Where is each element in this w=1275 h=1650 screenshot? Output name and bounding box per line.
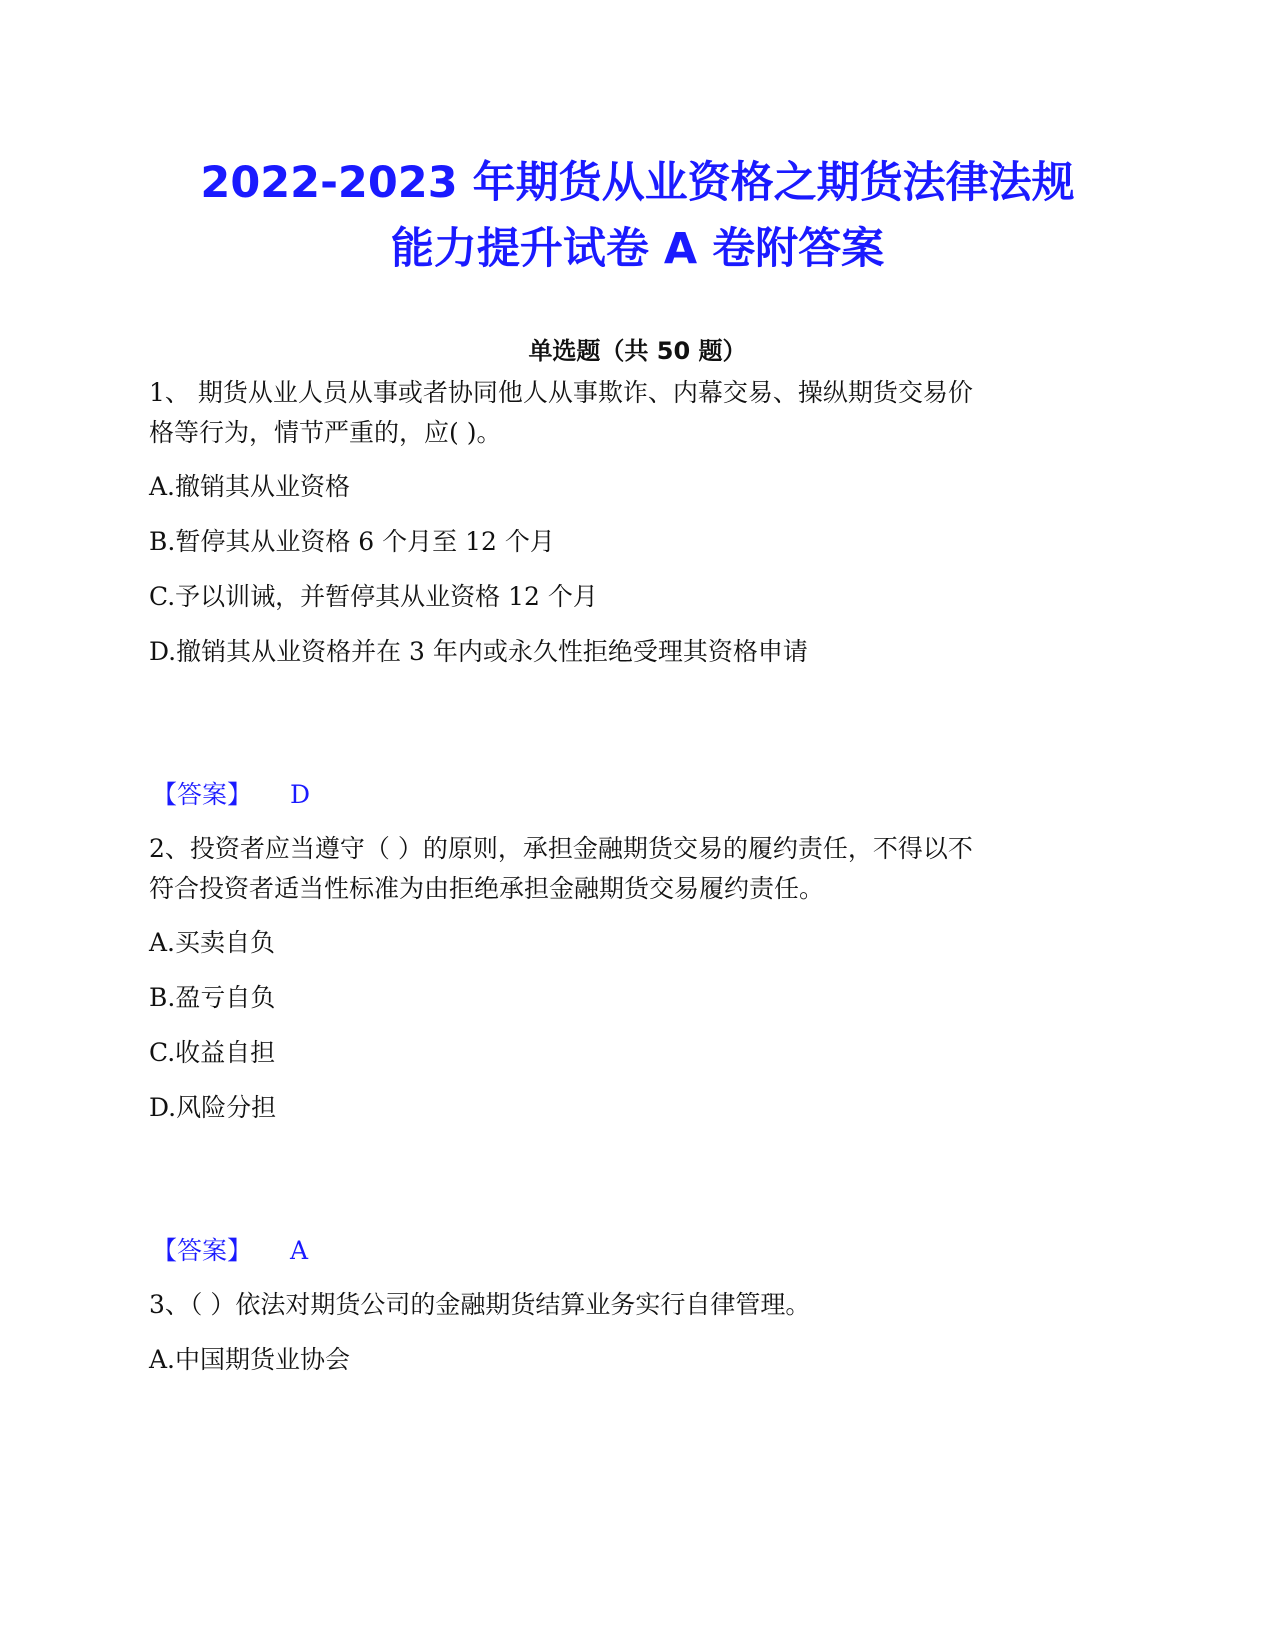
question-2-answer xyxy=(152,1236,308,1266)
question-2-stem xyxy=(149,834,973,904)
question-3-option-a: A.中国期货业协会 xyxy=(149,1345,351,1374)
question-1-option-b: B.暂停其从业资格 6 个月至 12 个月 xyxy=(149,527,555,556)
title-line-2: 能力提升试卷 A 卷附答案 xyxy=(390,224,885,274)
section-heading: 单选题（共 50 题） xyxy=(528,337,747,365)
question-stem-line: 2、投资者应当遵守（ ）的原则，承担金融期货交易的履约责任，不得以不 xyxy=(149,834,973,863)
question-2-option-a: A.买卖自负 xyxy=(149,928,276,957)
question-2-option-b: B.盈亏自负 xyxy=(149,983,276,1012)
document-title xyxy=(0,150,1275,282)
question-1-option-a: A.撤销其从业资格 xyxy=(149,472,351,501)
question-2-option-d: D.风险分担 xyxy=(149,1093,277,1122)
answer-value: D xyxy=(290,780,311,809)
question-2-option-c: C.收益自担 xyxy=(149,1038,276,1067)
title-line-1: 2022-2023 年期货从业资格之期货法律法规 xyxy=(200,158,1075,208)
question-stem-line: 1、 期货从业人员从事或者协同他人从事欺诈、内幕交易、操纵期货交易价 xyxy=(149,378,973,407)
question-1-option-c: C.予以训诫，并暂停其从业资格 12 个月 xyxy=(149,582,598,611)
question-1-option-d: D.撤销其从业资格并在 3 年内或永久性拒绝受理其资格申请 xyxy=(149,637,808,666)
question-stem-line: 3、（ ）依法对期货公司的金融期货结算业务实行自律管理。 xyxy=(149,1290,811,1319)
question-3-stem xyxy=(149,1290,810,1320)
question-stem-line: 符合投资者适当性标准为由拒绝承担金融期货交易履约责任。 xyxy=(149,874,825,903)
answer-value: A xyxy=(290,1236,309,1265)
question-1-answer xyxy=(152,780,310,810)
question-1-stem xyxy=(149,378,973,448)
question-stem-line: 格等行为，情节严重的，应( )。 xyxy=(149,418,502,447)
answer-label: 【答案】 xyxy=(152,780,253,809)
answer-label: 【答案】 xyxy=(152,1236,253,1265)
